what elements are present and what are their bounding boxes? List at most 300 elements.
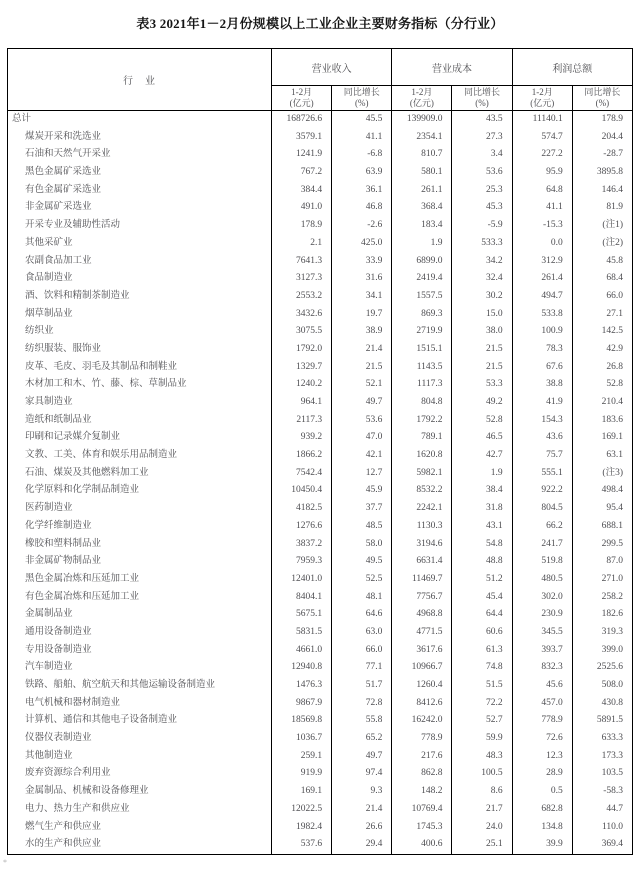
value-cell: 75.7 <box>512 447 572 465</box>
value-cell: 53.6 <box>452 164 512 182</box>
value-cell: 480.5 <box>512 571 572 589</box>
subheader-line1: 同比增长 <box>584 87 621 97</box>
value-cell: 45.3 <box>452 199 512 217</box>
industry-cell: 有色金属矿采选业 <box>8 182 272 200</box>
industry-cell: 专用设备制造业 <box>8 642 272 660</box>
industry-cell: 开采专业及辅助性活动 <box>8 217 272 235</box>
subheader-line2: (亿元) <box>530 98 555 108</box>
table-row <box>8 341 633 359</box>
industry-cell: 石油和天然气开采业 <box>8 146 272 164</box>
industry-cell: 汽车制造业 <box>8 659 272 677</box>
value-cell: 425.0 <box>332 235 392 253</box>
value-cell: 51.5 <box>452 677 512 695</box>
subheader-line2: (%) <box>595 98 610 108</box>
value-cell: 498.4 <box>572 482 632 500</box>
table-row <box>8 323 633 341</box>
value-cell: 61.3 <box>452 642 512 660</box>
industry-cell: 煤炭开采和洗选业 <box>8 129 272 147</box>
value-cell: 580.1 <box>392 164 452 182</box>
industry-cell: 纺织业 <box>8 323 272 341</box>
value-cell: 2.1 <box>272 235 332 253</box>
value-cell: 1260.4 <box>392 677 452 695</box>
value-cell: 1866.2 <box>272 447 332 465</box>
value-cell: 0.0 <box>512 235 572 253</box>
value-cell: 0.5 <box>512 783 572 801</box>
value-cell: 1241.9 <box>272 146 332 164</box>
value-cell: 26.8 <box>572 359 632 377</box>
industry-cell: 燃气生产和供应业 <box>8 819 272 837</box>
value-cell: 2117.3 <box>272 412 332 430</box>
value-cell: 110.0 <box>572 819 632 837</box>
group-header-operating-revenue: 营业收入 <box>272 49 392 86</box>
value-cell: 49.7 <box>332 394 392 412</box>
table-row <box>8 677 633 695</box>
value-cell: 1982.4 <box>272 819 332 837</box>
table-row <box>8 819 633 837</box>
value-cell: 230.9 <box>512 606 572 624</box>
value-cell: 922.2 <box>512 482 572 500</box>
value-cell: 43.1 <box>452 518 512 536</box>
value-cell: 36.1 <box>332 182 392 200</box>
value-cell: 494.7 <box>512 288 572 306</box>
value-cell: 42.9 <box>572 341 632 359</box>
value-cell: 48.3 <box>452 748 512 766</box>
value-cell: 12401.0 <box>272 571 332 589</box>
value-cell: 48.1 <box>332 589 392 607</box>
value-cell: 271.0 <box>572 571 632 589</box>
value-cell: 28.9 <box>512 765 572 783</box>
value-cell: 3127.3 <box>272 270 332 288</box>
value-cell: 939.2 <box>272 429 332 447</box>
value-cell: 65.2 <box>332 730 392 748</box>
table-row <box>8 146 633 164</box>
value-cell: 46.8 <box>332 199 392 217</box>
table-row <box>8 376 633 394</box>
value-cell: 312.9 <box>512 253 572 271</box>
value-cell: 11469.7 <box>392 571 452 589</box>
table-row <box>8 235 633 253</box>
value-cell: 7542.4 <box>272 465 332 483</box>
value-cell: 2354.1 <box>392 129 452 147</box>
industry-cell: 电力、热力生产和供应业 <box>8 801 272 819</box>
industry-cell: 非金属矿物制品业 <box>8 553 272 571</box>
industry-cell: 金属制品业 <box>8 606 272 624</box>
value-cell: 49.2 <box>452 394 512 412</box>
value-cell: 63.1 <box>572 447 632 465</box>
table-row <box>8 270 633 288</box>
value-cell: 53.3 <box>452 376 512 394</box>
table-row <box>8 606 633 624</box>
value-cell: 52.5 <box>332 571 392 589</box>
value-cell: 5982.1 <box>392 465 452 483</box>
value-cell: 555.1 <box>512 465 572 483</box>
value-cell: 38.0 <box>452 323 512 341</box>
value-cell: 52.7 <box>452 712 512 730</box>
value-cell: 3194.6 <box>392 536 452 554</box>
value-cell: 789.1 <box>392 429 452 447</box>
table-row <box>8 642 633 660</box>
table-row <box>8 589 633 607</box>
value-cell: 66.2 <box>512 518 572 536</box>
table-row <box>8 836 633 854</box>
table-row <box>8 518 633 536</box>
industry-cell: 家具制造业 <box>8 394 272 412</box>
industry-cell: 非金属矿采选业 <box>8 199 272 217</box>
subheader-line2: (%) <box>354 98 369 108</box>
industry-cell: 铁路、船舶、航空航天和其他运输设备制造业 <box>8 677 272 695</box>
value-cell: 100.9 <box>512 323 572 341</box>
value-cell: 1476.3 <box>272 677 332 695</box>
value-cell: 4771.5 <box>392 624 452 642</box>
industry-cell: 水的生产和供应业 <box>8 836 272 854</box>
value-cell: 8532.2 <box>392 482 452 500</box>
value-cell: 204.4 <box>572 129 632 147</box>
value-cell: 384.4 <box>272 182 332 200</box>
industry-cell: 食品制造业 <box>8 270 272 288</box>
value-cell: 74.8 <box>452 659 512 677</box>
subheader-line2: (%) <box>475 98 489 108</box>
value-cell: 767.2 <box>272 164 332 182</box>
value-cell: 5831.5 <box>272 624 332 642</box>
value-cell: 15.0 <box>452 306 512 324</box>
industry-cell: 酒、饮料和精制茶制造业 <box>8 288 272 306</box>
value-cell: 210.4 <box>572 394 632 412</box>
value-cell: 45.5 <box>332 111 392 129</box>
value-cell: 68.4 <box>572 270 632 288</box>
value-cell: 142.5 <box>572 323 632 341</box>
value-cell: 3837.2 <box>272 536 332 554</box>
value-cell: 47.0 <box>332 429 392 447</box>
subheader-profit-growth <box>572 86 632 111</box>
value-cell: 574.7 <box>512 129 572 147</box>
value-cell: 51.7 <box>332 677 392 695</box>
value-cell: 1515.1 <box>392 341 452 359</box>
industry-cell: 医药制造业 <box>8 500 272 518</box>
value-cell: 2719.9 <box>392 323 452 341</box>
table-row <box>8 712 633 730</box>
table-row <box>8 447 633 465</box>
value-cell: 7641.3 <box>272 253 332 271</box>
value-cell: 45.4 <box>452 589 512 607</box>
value-cell: 46.5 <box>452 429 512 447</box>
value-cell: 49.7 <box>332 748 392 766</box>
value-cell: 31.6 <box>332 270 392 288</box>
value-cell: 682.8 <box>512 801 572 819</box>
value-cell: 18569.8 <box>272 712 332 730</box>
value-cell: 3895.8 <box>572 164 632 182</box>
subheader-cost-value <box>392 86 452 111</box>
value-cell: 778.9 <box>512 712 572 730</box>
value-cell: 3432.6 <box>272 306 332 324</box>
value-cell: 5891.5 <box>572 712 632 730</box>
value-cell: 72.8 <box>332 695 392 713</box>
value-cell: 12022.5 <box>272 801 332 819</box>
value-cell: 12.7 <box>332 465 392 483</box>
value-cell: 77.1 <box>332 659 392 677</box>
value-cell: -15.3 <box>512 217 572 235</box>
industry-cell: 黑色金属矿采选业 <box>8 164 272 182</box>
value-cell: 52.1 <box>332 376 392 394</box>
value-cell: 78.3 <box>512 341 572 359</box>
value-cell: 2419.4 <box>392 270 452 288</box>
value-cell: 537.6 <box>272 836 332 854</box>
value-cell: 41.9 <box>512 394 572 412</box>
group-header-total-profit: 利润总额 <box>512 49 632 86</box>
value-cell: 63.0 <box>332 624 392 642</box>
group-header-operating-cost: 营业成本 <box>392 49 512 86</box>
value-cell: 21.5 <box>452 359 512 377</box>
value-cell: 45.8 <box>572 253 632 271</box>
value-cell: 430.8 <box>572 695 632 713</box>
value-cell: 1036.7 <box>272 730 332 748</box>
value-cell: 54.8 <box>452 536 512 554</box>
industry-cell: 通用设备制造业 <box>8 624 272 642</box>
value-cell: 3617.6 <box>392 642 452 660</box>
value-cell: 100.5 <box>452 765 512 783</box>
subheader-line1: 1-2月 <box>411 87 433 97</box>
value-cell: 25.1 <box>452 836 512 854</box>
value-cell: 12.3 <box>512 748 572 766</box>
table-row <box>8 482 633 500</box>
value-cell: 134.8 <box>512 819 572 837</box>
industry-cell: 皮革、毛皮、羽毛及其制品和制鞋业 <box>8 359 272 377</box>
value-cell: 345.5 <box>512 624 572 642</box>
value-cell: 51.2 <box>452 571 512 589</box>
value-cell: 10769.4 <box>392 801 452 819</box>
value-cell: 48.5 <box>332 518 392 536</box>
value-cell: 399.0 <box>572 642 632 660</box>
value-cell: 1143.5 <box>392 359 452 377</box>
industry-cell: 其他制造业 <box>8 748 272 766</box>
corner-artifact: * <box>3 858 7 867</box>
value-cell: 533.3 <box>452 235 512 253</box>
table-row <box>8 801 633 819</box>
table-row <box>8 111 633 129</box>
value-cell: 261.1 <box>392 182 452 200</box>
value-cell: 1240.2 <box>272 376 332 394</box>
value-cell: 72.2 <box>452 695 512 713</box>
value-cell: 261.4 <box>512 270 572 288</box>
value-cell: 44.7 <box>572 801 632 819</box>
value-cell: 258.2 <box>572 589 632 607</box>
value-cell: 3.4 <box>452 146 512 164</box>
value-cell: 42.7 <box>452 447 512 465</box>
subheader-line2: (亿元) <box>289 98 314 108</box>
value-cell: 21.5 <box>332 359 392 377</box>
value-cell: 154.3 <box>512 412 572 430</box>
value-cell: 21.5 <box>452 341 512 359</box>
value-cell: 519.8 <box>512 553 572 571</box>
value-cell: 3075.5 <box>272 323 332 341</box>
value-cell: 8412.6 <box>392 695 452 713</box>
table-row <box>8 429 633 447</box>
table-row <box>8 394 633 412</box>
industry-cell: 有色金属冶炼和压延加工业 <box>8 589 272 607</box>
value-cell: 869.3 <box>392 306 452 324</box>
subheader-line1: 1-2月 <box>291 87 313 97</box>
value-cell: 27.1 <box>572 306 632 324</box>
value-cell: 30.2 <box>452 288 512 306</box>
subheader-line2: (亿元) <box>409 98 434 108</box>
value-cell: 38.8 <box>512 376 572 394</box>
value-cell: 58.0 <box>332 536 392 554</box>
value-cell: 1792.2 <box>392 412 452 430</box>
financial-indicators-table <box>7 48 633 855</box>
subheader-cost-growth <box>452 86 512 111</box>
subheader-line1: 同比增长 <box>464 87 501 97</box>
value-cell: -28.7 <box>572 146 632 164</box>
value-cell: 39.9 <box>512 836 572 854</box>
value-cell: 52.8 <box>452 412 512 430</box>
industry-column-header: 行 业 <box>8 49 272 111</box>
industry-cell: 纺织服装、服饰业 <box>8 341 272 359</box>
value-cell: 5675.1 <box>272 606 332 624</box>
value-cell: 1792.0 <box>272 341 332 359</box>
value-cell: 49.5 <box>332 553 392 571</box>
table-row <box>8 500 633 518</box>
table-row <box>8 129 633 147</box>
value-cell: 369.4 <box>572 836 632 854</box>
value-cell: 53.6 <box>332 412 392 430</box>
value-cell: 2525.6 <box>572 659 632 677</box>
value-cell: 227.2 <box>512 146 572 164</box>
value-cell: 21.4 <box>332 801 392 819</box>
value-cell: 919.9 <box>272 765 332 783</box>
value-cell: 168726.6 <box>272 111 332 129</box>
industry-cell: 印刷和记录媒介复制业 <box>8 429 272 447</box>
value-cell: 1.9 <box>452 465 512 483</box>
value-cell: 25.3 <box>452 182 512 200</box>
industry-cell: 文教、工美、体育和娱乐用品制造业 <box>8 447 272 465</box>
value-cell: 169.1 <box>272 783 332 801</box>
value-cell: 43.5 <box>452 111 512 129</box>
value-cell: 400.6 <box>392 836 452 854</box>
value-cell: 12940.8 <box>272 659 332 677</box>
value-cell: 810.7 <box>392 146 452 164</box>
industry-cell: 橡胶和塑料制品业 <box>8 536 272 554</box>
value-cell: 183.6 <box>572 412 632 430</box>
industry-cell: 仪器仪表制造业 <box>8 730 272 748</box>
value-cell: 103.5 <box>572 765 632 783</box>
table-row <box>8 748 633 766</box>
value-cell: 41.1 <box>512 199 572 217</box>
value-cell: 4182.5 <box>272 500 332 518</box>
industry-cell: 木材加工和木、竹、藤、棕、草制品业 <box>8 376 272 394</box>
table-row <box>8 695 633 713</box>
value-cell: 1130.3 <box>392 518 452 536</box>
value-cell: 31.8 <box>452 500 512 518</box>
value-cell: 183.4 <box>392 217 452 235</box>
value-cell: 63.9 <box>332 164 392 182</box>
value-cell: 42.1 <box>332 447 392 465</box>
value-cell: 4968.8 <box>392 606 452 624</box>
table-row <box>8 571 633 589</box>
value-cell: 95.4 <box>572 500 632 518</box>
header-group-row <box>8 49 633 86</box>
value-cell: (注3) <box>572 465 632 483</box>
value-cell: 87.0 <box>572 553 632 571</box>
value-cell: 1.9 <box>392 235 452 253</box>
value-cell: 59.9 <box>452 730 512 748</box>
subheader-line1: 1-2月 <box>531 87 553 97</box>
value-cell: 457.0 <box>512 695 572 713</box>
value-cell: 804.8 <box>392 394 452 412</box>
value-cell: 3579.1 <box>272 129 332 147</box>
value-cell: 1117.3 <box>392 376 452 394</box>
table-row <box>8 765 633 783</box>
value-cell: 169.1 <box>572 429 632 447</box>
value-cell: 34.2 <box>452 253 512 271</box>
value-cell: 32.4 <box>452 270 512 288</box>
value-cell: 259.1 <box>272 748 332 766</box>
table-row <box>8 553 633 571</box>
value-cell: 1620.8 <box>392 447 452 465</box>
subheader-revenue-value <box>272 86 332 111</box>
industry-cell: 化学纤维制造业 <box>8 518 272 536</box>
value-cell: (注1) <box>572 217 632 235</box>
industry-cell: 总计 <box>8 111 272 129</box>
value-cell: 72.6 <box>512 730 572 748</box>
value-cell: 27.3 <box>452 129 512 147</box>
value-cell: 66.0 <box>332 642 392 660</box>
value-cell: 64.6 <box>332 606 392 624</box>
value-cell: 45.9 <box>332 482 392 500</box>
value-cell: 45.6 <box>512 677 572 695</box>
table-row <box>8 253 633 271</box>
value-cell: 139909.0 <box>392 111 452 129</box>
value-cell: 533.8 <box>512 306 572 324</box>
value-cell: 29.4 <box>332 836 392 854</box>
industry-cell: 黑色金属冶炼和压延加工业 <box>8 571 272 589</box>
value-cell: 81.9 <box>572 199 632 217</box>
table-row <box>8 783 633 801</box>
subheader-revenue-growth <box>332 86 392 111</box>
value-cell: 24.0 <box>452 819 512 837</box>
value-cell: 778.9 <box>392 730 452 748</box>
value-cell: 6631.4 <box>392 553 452 571</box>
value-cell: 508.0 <box>572 677 632 695</box>
table-row <box>8 306 633 324</box>
table-header <box>8 49 633 111</box>
value-cell: 97.4 <box>332 765 392 783</box>
value-cell: 19.7 <box>332 306 392 324</box>
value-cell: 11140.1 <box>512 111 572 129</box>
value-cell: 804.5 <box>512 500 572 518</box>
value-cell: 38.4 <box>452 482 512 500</box>
value-cell: 21.7 <box>452 801 512 819</box>
industry-cell: 农副食品加工业 <box>8 253 272 271</box>
subheader-line1: 同比增长 <box>343 87 380 97</box>
industry-cell: 造纸和纸制品业 <box>8 412 272 430</box>
value-cell: 10966.7 <box>392 659 452 677</box>
value-cell: 964.1 <box>272 394 332 412</box>
value-cell: 6899.0 <box>392 253 452 271</box>
industry-cell: 烟草制品业 <box>8 306 272 324</box>
industry-cell: 石油、煤炭及其他燃料加工业 <box>8 465 272 483</box>
value-cell: 1276.6 <box>272 518 332 536</box>
table-row <box>8 359 633 377</box>
value-cell: -58.3 <box>572 783 632 801</box>
industry-cell: 其他采矿业 <box>8 235 272 253</box>
value-cell: 7959.3 <box>272 553 332 571</box>
table-row <box>8 164 633 182</box>
value-cell: 862.8 <box>392 765 452 783</box>
value-cell: 16242.0 <box>392 712 452 730</box>
subheader-profit-value <box>512 86 572 111</box>
value-cell: 64.4 <box>452 606 512 624</box>
value-cell: 633.3 <box>572 730 632 748</box>
value-cell: 491.0 <box>272 199 332 217</box>
